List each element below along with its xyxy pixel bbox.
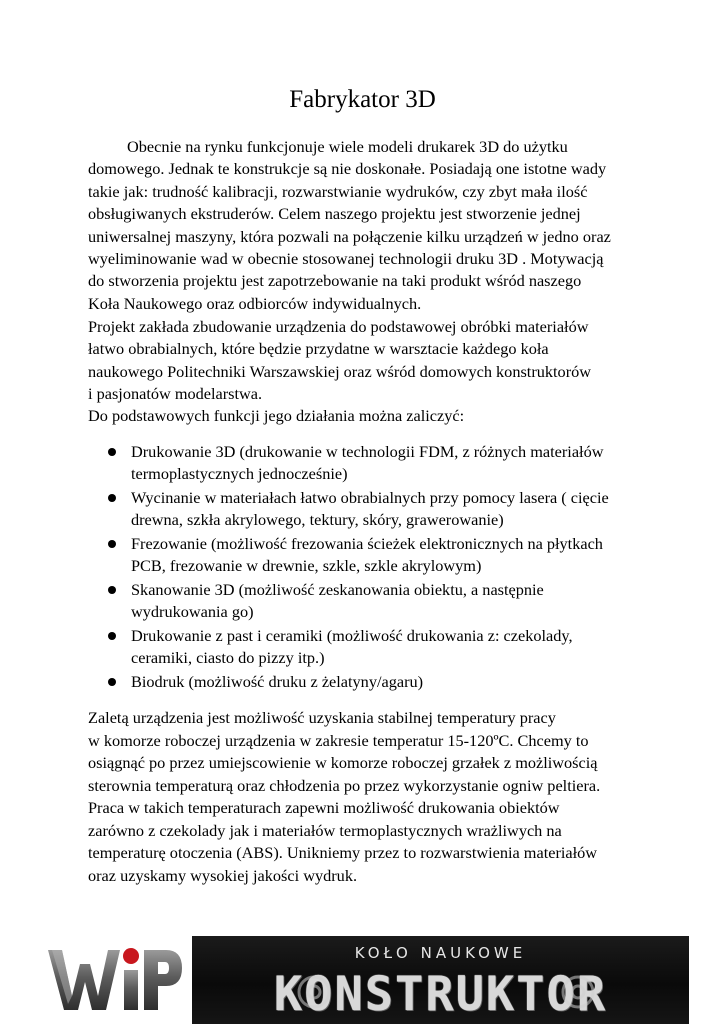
paragraph-3-line: w komorze roboczej urządzenia w zakresie temperatur 15-120ºC. Chcemy to bbox=[88, 731, 589, 750]
paragraph-3-line: Praca w takich temperaturach zapewni możliwość drukowania obiektów bbox=[88, 798, 560, 817]
paragraph-1-line: Koła Naukowego oraz odbiorców indywidualnych. bbox=[88, 294, 422, 313]
paragraph-2-line: i pasjonatów modelarstwa. bbox=[88, 384, 263, 403]
paragraph-1-line: do stworzenia projektu jest zapotrzebowanie na taki produkt wśród naszego bbox=[88, 271, 582, 290]
list-item-continuation: ceramiki, ciasto do pizzy itp.) bbox=[131, 648, 325, 667]
konstruktor-banner bbox=[192, 936, 689, 1024]
document-title: Fabrykator 3D bbox=[289, 86, 436, 113]
paragraph-1-line: Obecnie na rynku funkcjonuje wiele modeli drukarek 3D do użytku bbox=[127, 137, 568, 156]
bullet-icon bbox=[108, 586, 116, 594]
list-item-continuation: termoplastycznych jednocześnie) bbox=[131, 464, 348, 483]
bullet-icon bbox=[108, 678, 116, 686]
paragraph-3-line: sterownia temperaturą oraz chłodzenia po przez wykorzystanie ogniw peltiera. bbox=[88, 776, 601, 795]
bullet-icon bbox=[108, 494, 116, 502]
list-item: Wycinanie w materiałach łatwo obrabialnych przy pomocy lasera ( cięcie bbox=[131, 488, 609, 507]
paragraph-1-line: obsługiwanych ekstruderów. Celem naszego projektu jest stworzenie jednej bbox=[88, 204, 581, 223]
wip-logo bbox=[48, 944, 184, 1016]
list-item: Skanowanie 3D (możliwość zeskanowania obiektu, a następnie bbox=[131, 580, 544, 599]
paragraph-3-line: Zaletą urządzenia jest możliwość uzyskania stabilnej temperatury pracy bbox=[88, 708, 556, 727]
paragraph-1-line: wyeliminowanie wad w obecnie stosowanej technologii druku 3D . Motywacją bbox=[88, 249, 604, 268]
list-item: Drukowanie z past i ceramiki (możliwość drukowania z: czekolady, bbox=[131, 626, 573, 645]
gear-icon bbox=[288, 966, 340, 1018]
list-item-continuation: drewna, szkła akrylowego, tektury, skóry, grawerowanie) bbox=[131, 510, 504, 529]
paragraph-3-line: temperaturę otoczenia (ABS). Unikniemy przez to rozwarstwienia materiałów bbox=[88, 843, 598, 862]
paragraph-1-line: uniwersalnej maszyny, która pozwali na połączenie kilku urządzeń w jedno oraz bbox=[88, 227, 611, 246]
list-item: Drukowanie 3D (drukowanie w technologii FDM, z różnych materiałów bbox=[131, 442, 604, 461]
paragraph-3-line: osiągnąć po przez umiejscowienie w komorze roboczej grzałek z możliwością bbox=[88, 753, 598, 772]
paragraph-1-line: takie jak: trudność kalibracji, rozwarstwianie wydruków, czy zbyt mała ilość bbox=[88, 182, 588, 201]
paragraph-2-line: Do podstawowych funkcji jego działania można zaliczyć: bbox=[88, 406, 465, 425]
paragraph-3-line: oraz uzyskamy wysokiej jakości wydruk. bbox=[88, 866, 358, 885]
list-item-continuation: PCB, frezowanie w drewnie, szkle, szkle akrylowym) bbox=[131, 556, 482, 575]
bullet-icon bbox=[108, 540, 116, 548]
paragraph-3-line: zarówno z czekolady jak i materiałów termoplastycznych wrażliwych na bbox=[88, 821, 562, 840]
paragraph-2-line: łatwo obrabialnych, które będzie przydatne w warsztacie każdego koła bbox=[88, 339, 549, 358]
paragraph-1-line: domowego. Jednak te konstrukcje są nie doskonałe. Posiadają one istotne wady bbox=[88, 159, 607, 178]
list-item-continuation: wydrukowania go) bbox=[131, 602, 254, 621]
paragraph-2-line: naukowego Politechniki Warszawskiej oraz wśród domowych konstruktorów bbox=[88, 362, 592, 381]
bullet-icon bbox=[108, 632, 116, 640]
list-item: Biodruk (możliwość druku z żelatyny/agaru) bbox=[131, 672, 424, 691]
banner-title: KONSTRUKTOR bbox=[273, 967, 608, 1022]
bullet-icon bbox=[108, 448, 116, 456]
gear-icon bbox=[552, 966, 604, 1018]
banner-subtitle: KOŁO NAUKOWE bbox=[354, 944, 527, 962]
list-item: Frezowanie (możliwość frezowania ścieżek elektronicznych na płytkach bbox=[131, 534, 603, 553]
paragraph-2-line: Projekt zakłada zbudowanie urządzenia do podstawowej obróbki materiałów bbox=[88, 317, 589, 336]
